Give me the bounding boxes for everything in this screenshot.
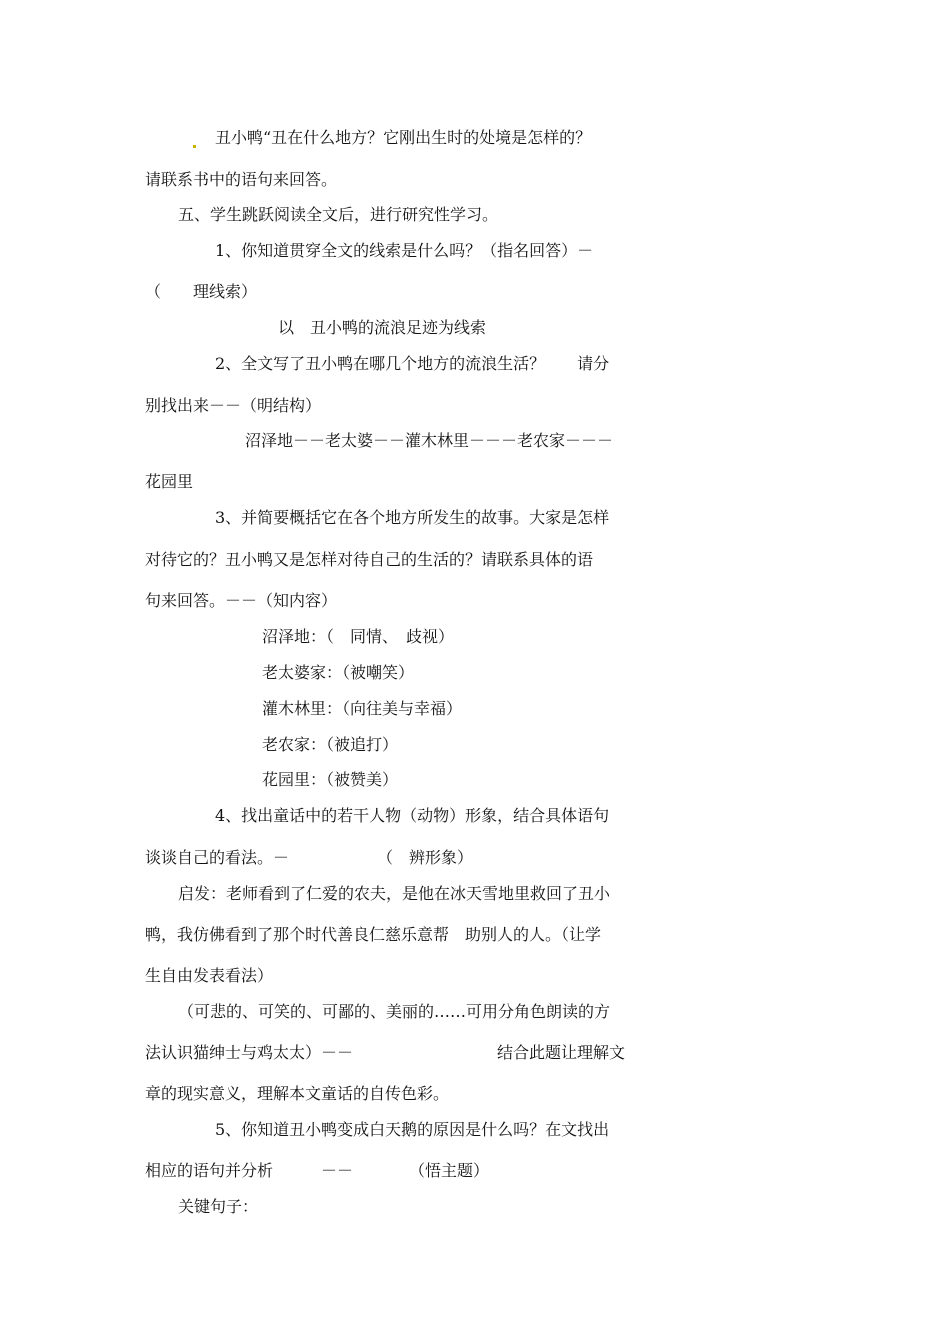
question-4: 4、找出童话中的若干人物（动物）形象，结合具体语句 <box>215 806 610 825</box>
answer-line: 沼泽地－－老太婆－－灌木林里－－－老农家－－－ <box>245 431 614 450</box>
question-5: 5、你知道丑小鸭变成白天鹅的原因是什么吗？在文找出 <box>215 1120 610 1139</box>
text-line: 生自由发表看法） <box>145 966 274 985</box>
question-1: 1、你知道贯穿全文的线索是什么吗？（指名回答）－ <box>215 241 594 260</box>
list-item: 灌木林里：（向往美与幸福） <box>262 699 463 718</box>
text-line: 启发：老师看到了仁爱的农夫，是他在冰天雪地里救回了丑小 <box>178 884 611 903</box>
text-line: 请联系书中的语句来回答。 <box>145 170 338 189</box>
text-line: 句来回答。－－（知内容） <box>145 591 338 610</box>
text-line: 对待它的？丑小鸭又是怎样对待自己的生活的？请联系具体的语 <box>145 550 594 569</box>
text-line: 鸭，我仿佛看到了那个时代善良仁慈乐意帮 助别人的人。（让学 <box>145 925 602 944</box>
question-2: 2、全文写了丑小鸭在哪几个地方的流浪生活？ 请分 <box>215 354 610 373</box>
list-item: 老太婆家：（被嘲笑） <box>262 663 415 682</box>
text-line: 相应的语句并分析 －－ （悟主题） <box>145 1161 490 1180</box>
text-line: 别找出来－－（明结构） <box>145 396 322 415</box>
list-item: 沼泽地：（ 同情、 歧视） <box>262 627 455 646</box>
list-item: 老农家：（被追打） <box>262 735 399 754</box>
section-heading: 五、学生跳跃阅读全文后，进行研究性学习。 <box>178 205 499 224</box>
decorative-dot <box>193 145 196 148</box>
text-line: 结合此题让理解文 <box>497 1043 626 1062</box>
text-line: （可悲的、可笑的、可鄙的、美丽的……可用分角色朗读的方 <box>178 1002 611 1021</box>
text-line: 关键句子： <box>178 1197 259 1216</box>
text-line: 谈谈自己的看法。－ （ 辨形象） <box>145 848 474 867</box>
text-line: 章的现实意义，理解本文童话的自传色彩。 <box>145 1084 450 1103</box>
text-line: 花园里 <box>145 472 194 491</box>
text-line: 丑小鸭“丑在什么地方？它刚出生时的处境是怎样的？ <box>215 128 592 147</box>
answer-line: 以 丑小鸭的流浪足迹为线索 <box>278 318 487 337</box>
question-3: 3、并简要概括它在各个地方所发生的故事。大家是怎样 <box>215 508 610 527</box>
list-item: 花园里：（被赞美） <box>262 770 399 789</box>
text-line: （ 理线索） <box>145 282 258 301</box>
text-line: 法认识猫绅士与鸡太太）－－ <box>145 1043 354 1062</box>
